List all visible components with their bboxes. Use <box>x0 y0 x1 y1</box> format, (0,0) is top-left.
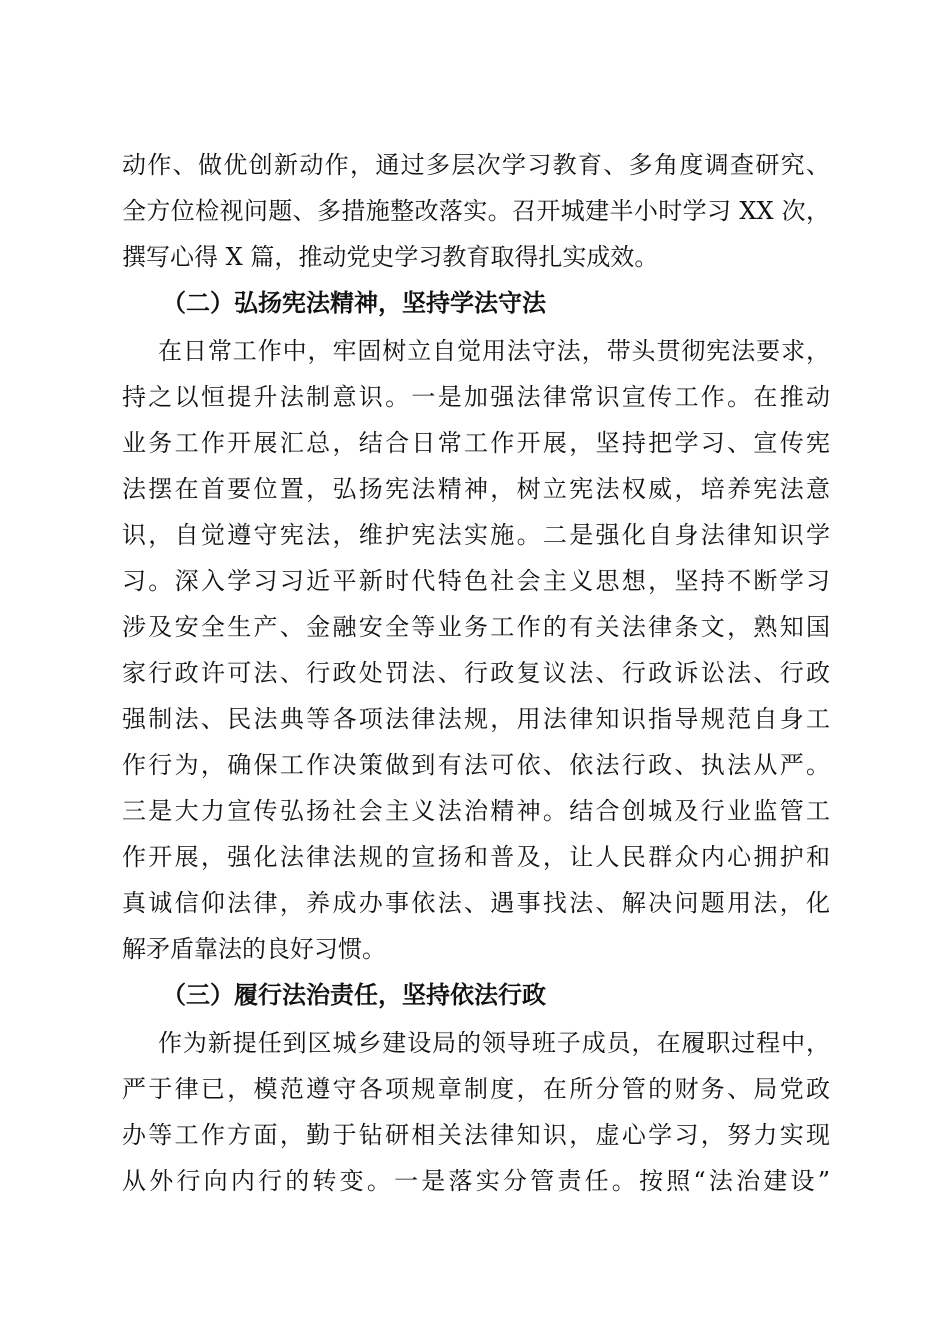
text-line: 从外行向内行的转变。一是落实分管责任。按照“法治建设” <box>122 1167 830 1195</box>
text-line: 在日常工作中，牢固树立自觉用法守法，带头贯彻宪法要求， <box>158 337 830 365</box>
text-line: 动作、做优创新动作，通过多层次学习教育、多角度调查研究、 <box>122 151 830 179</box>
section-heading: （三）履行法治责任，坚持依法行政 <box>162 981 546 1009</box>
text-line: 作行为，确保工作决策做到有法可依、依法行政、执法从严。 <box>122 751 830 779</box>
text-line: 习。深入学习习近平新时代特色社会主义思想，坚持不断学习 <box>122 567 830 595</box>
text-line: 全方位检视问题、多措施整改落实。召开城建半小时学习 XX 次， <box>122 197 830 225</box>
text-line: 解矛盾靠法的良好习惯。 <box>122 935 386 963</box>
text-line: 持之以恒提升法制意识。一是加强法律常识宣传工作。在推动 <box>122 383 830 411</box>
text-line: 法摆在首要位置，弘扬宪法精神，树立宪法权威，培养宪法意 <box>122 475 830 503</box>
text-line: 识，自觉遵守宪法，维护宪法实施。二是强化自身法律知识学 <box>122 521 830 549</box>
text-line: 作开展，强化法律法规的宣扬和普及，让人民群众内心拥护和 <box>122 843 830 871</box>
text-line: 涉及安全生产、金融安全等业务工作的有关法律条文，熟知国 <box>122 613 830 641</box>
text-line: 严于律已，模范遵守各项规章制度，在所分管的财务、局党政 <box>122 1075 830 1103</box>
text-line: 业务工作开展汇总，结合日常工作开展，坚持把学习、宣传宪 <box>122 429 830 457</box>
text-line: 真诚信仰法律，养成办事依法、遇事找法、解决问题用法，化 <box>122 889 830 917</box>
text-line: 强制法、民法典等各项法律法规，用法律知识指导规范自身工 <box>122 705 830 733</box>
text-line: 家行政许可法、行政处罚法、行政复议法、行政诉讼法、行政 <box>122 659 830 687</box>
text-line: 三是大力宣传弘扬社会主义法治精神。结合创城及行业监管工 <box>122 797 830 825</box>
text-line: 作为新提任到区城乡建设局的领导班子成员，在履职过程中， <box>158 1029 830 1057</box>
section-heading: （二）弘扬宪法精神，坚持学法守法 <box>162 289 546 317</box>
text-line: 办等工作方面，勤于钻研相关法律知识，虚心学习，努力实现 <box>122 1121 830 1149</box>
text-line: 撰写心得 X 篇，推动党史学习教育取得扎实成效。 <box>122 243 659 271</box>
